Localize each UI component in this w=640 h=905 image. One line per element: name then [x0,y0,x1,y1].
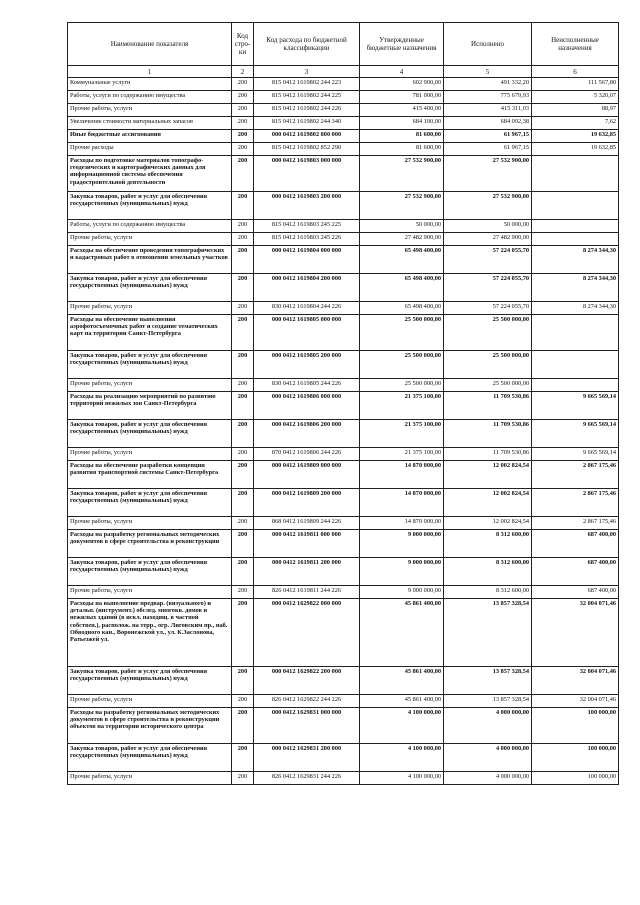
row-name: Расходы на обеспечение выполнения аэрофотосъемочных работ и создание тематических карт на территории Санкт-Петербурга [68,315,232,351]
row-executed-amount: 12 002 824,54 [444,461,532,489]
row-approved-amount: 25 500 000,00 [360,351,444,379]
header-approved: Утвержденные бюджетные назначения [360,23,444,66]
row-remaining-amount: 8 274 344,30 [532,302,619,315]
table-body [68,78,619,785]
row-approved-amount: 45 861 400,00 [360,667,444,695]
row-remaining-amount: 100 000,00 [532,708,619,744]
row-line-code: 200 [232,586,254,599]
row-approved-amount: 14 870 000,00 [360,461,444,489]
row-approved-amount: 684 100,00 [360,117,444,130]
row-approved-amount: 27 532 900,00 [360,156,444,192]
row-remaining-amount: 8 274 344,30 [532,246,619,274]
row-name: Закупка товаров, работ и услуг для обеспечения государственных (муниципальных) нужд [68,192,232,220]
table-row [68,489,619,517]
row-approved-amount: 25 500 000,00 [360,315,444,351]
row-remaining-amount: 100 000,00 [532,744,619,772]
row-name: Прочие работы, услуги [68,772,232,785]
row-approved-amount: 25 500 000,00 [360,379,444,392]
row-approved-amount: 21 375 100,00 [360,448,444,461]
row-line-code: 200 [232,744,254,772]
row-remaining-amount: 2 867 175,46 [532,489,619,517]
row-expense-code: 000 0412 1619806 000 000 [254,392,360,420]
row-expense-code: 000 0412 1629822 200 000 [254,667,360,695]
row-remaining-amount [532,192,619,220]
row-executed-amount: 8 312 600,00 [444,558,532,586]
row-line-code: 200 [232,599,254,667]
row-line-code: 200 [232,192,254,220]
row-name: Прочие работы, услуги [68,233,232,246]
row-executed-amount: 8 312 600,00 [444,586,532,599]
row-expense-code: 000 0412 1619803 200 000 [254,192,360,220]
row-line-code: 200 [232,220,254,233]
column-number-row [68,66,619,78]
row-line-code: 200 [232,117,254,130]
table-row [68,392,619,420]
row-remaining-amount [532,156,619,192]
row-approved-amount: 45 861 400,00 [360,599,444,667]
row-remaining-amount: 9 665 569,14 [532,448,619,461]
column-number: 5 [444,66,532,78]
table-row [68,708,619,744]
row-executed-amount: 13 857 328,54 [444,599,532,667]
row-approved-amount: 50 000,00 [360,220,444,233]
table-row [68,104,619,117]
row-expense-code: 815 0412 1619802 244 226 [254,104,360,117]
row-name: Коммунальные услуги [68,78,232,91]
table-row [68,586,619,599]
row-line-code: 200 [232,156,254,192]
table-row [68,78,619,91]
row-approved-amount: 9 000 000,00 [360,586,444,599]
row-approved-amount: 14 870 000,00 [360,489,444,517]
row-remaining-amount: 19 632,85 [532,130,619,143]
table-row [68,302,619,315]
row-name: Закупка товаров, работ и услуг для обеспечения государственных (муниципальных) нужд [68,274,232,302]
row-name: Расходы на обеспечение проведения топографических и кадастровых работ в отношении земельных участков [68,246,232,274]
table-row [68,517,619,530]
table-row [68,558,619,586]
row-approved-amount: 14 870 000,00 [360,517,444,530]
row-executed-amount: 57 224 055,70 [444,274,532,302]
row-approved-amount: 65 498 400,00 [360,274,444,302]
row-name: Прочие работы, услуги [68,586,232,599]
row-remaining-amount: 2 867 175,46 [532,461,619,489]
row-expense-code: 815 0412 1619803 245 226 [254,233,360,246]
row-remaining-amount: 687 400,00 [532,558,619,586]
row-remaining-amount: 687 400,00 [532,586,619,599]
row-approved-amount: 65 498 400,00 [360,246,444,274]
row-executed-amount: 12 002 824,54 [444,489,532,517]
row-expense-code: 000 0412 1619805 200 000 [254,351,360,379]
row-line-code: 200 [232,695,254,708]
row-name: Закупка товаров, работ и услуг для обеспечения государственных (муниципальных) нужд [68,420,232,448]
row-expense-code: 000 0412 1629831 000 000 [254,708,360,744]
table-row [68,156,619,192]
row-name: Закупка товаров, работ и услуг для обеспечения государственных (муниципальных) нужд [68,489,232,517]
row-line-code: 200 [232,351,254,379]
header-expense-code: Код расхода по бюджетной классификации [254,23,360,66]
row-name: Закупка товаров, работ и услуг для обеспечения государственных (муниципальных) нужд [68,744,232,772]
row-approved-amount: 4 100 000,00 [360,708,444,744]
row-expense-code: 000 0412 1619804 200 000 [254,274,360,302]
row-executed-amount: 11 709 530,86 [444,420,532,448]
row-approved-amount: 4 100 000,00 [360,744,444,772]
row-approved-amount: 27 532 900,00 [360,192,444,220]
row-line-code: 200 [232,772,254,785]
row-line-code: 200 [232,274,254,302]
row-approved-amount: 65 498 400,00 [360,302,444,315]
row-name: Расходы на разработку региональных методических документов в сфере строительства и реконструкции объектов на территории исторического центра [68,708,232,744]
table-header-row [68,23,619,66]
row-line-code: 200 [232,246,254,274]
row-executed-amount: 27 482 900,00 [444,233,532,246]
row-approved-amount: 45 861 400,00 [360,695,444,708]
row-line-code: 200 [232,489,254,517]
row-remaining-amount: 7,62 [532,117,619,130]
row-name: Прочие расходы [68,143,232,156]
row-approved-amount: 81 600,00 [360,130,444,143]
row-name: Закупка товаров, работ и услуг для обеспечения государственных (муниципальных) нужд [68,667,232,695]
table-row [68,130,619,143]
row-line-code: 200 [232,130,254,143]
row-expense-code: 815 0412 1619802 244 340 [254,117,360,130]
row-approved-amount: 27 482 900,00 [360,233,444,246]
column-number: 4 [360,66,444,78]
row-name: Прочие работы, услуги [68,517,232,530]
row-expense-code: 000 0412 1619804 000 000 [254,246,360,274]
row-line-code: 200 [232,379,254,392]
row-executed-amount: 13 857 328,54 [444,667,532,695]
row-executed-amount: 25 500 000,00 [444,315,532,351]
row-executed-amount: 11 709 530,86 [444,392,532,420]
row-expense-code: 826 0412 1629822 244 226 [254,695,360,708]
row-executed-amount: 8 312 600,00 [444,530,532,558]
row-remaining-amount [532,379,619,392]
table-row [68,695,619,708]
budget-execution-table [67,22,619,785]
row-name: Расходы на выполнение предвар. (визуального) и детальн. (инструмент.) обслед. многокв. домов и нежилых зданий (в искл. находящ. в частной собствен.), располож. на терр., огр. Лиговским пр., наб. Обводного кан., Воронежской ул., ул. К.Заслонова, Разъезжей ул. [68,599,232,667]
row-remaining-amount: 687 400,00 [532,530,619,558]
row-expense-code: 000 0412 1629831 200 000 [254,744,360,772]
row-executed-amount: 25 500 000,00 [444,351,532,379]
row-expense-code: 815 0412 1619802 244 223 [254,78,360,91]
row-line-code: 200 [232,233,254,246]
row-line-code: 200 [232,558,254,586]
row-expense-code: 830 0412 1619805 244 226 [254,379,360,392]
row-expense-code: 000 0412 1629822 000 000 [254,599,360,667]
row-name: Прочие работы, услуги [68,448,232,461]
row-executed-amount: 11 709 530,86 [444,448,532,461]
row-approved-amount: 9 000 000,00 [360,558,444,586]
row-expense-code: 870 0412 1619806 244 226 [254,448,360,461]
row-name: Прочие работы, услуги [68,379,232,392]
row-line-code: 200 [232,448,254,461]
row-remaining-amount: 32 004 071,46 [532,599,619,667]
row-executed-amount: 27 532 900,00 [444,156,532,192]
row-line-code: 200 [232,708,254,744]
row-expense-code: 000 0412 1619809 000 000 [254,461,360,489]
row-executed-amount: 27 532 900,00 [444,192,532,220]
row-line-code: 200 [232,667,254,695]
row-approved-amount: 4 100 000,00 [360,772,444,785]
row-remaining-amount: 9 665 569,14 [532,392,619,420]
row-remaining-amount: 32 004 071,46 [532,695,619,708]
row-name: Расходы на разработку региональных методических документов в сфере строительства и реконструкции [68,530,232,558]
row-approved-amount: 21 375 100,00 [360,392,444,420]
row-expense-code: 000 0412 1619809 200 000 [254,489,360,517]
row-executed-amount: 61 967,15 [444,143,532,156]
row-executed-amount: 415 311,03 [444,104,532,117]
column-number: 3 [254,66,360,78]
row-remaining-amount: 19 632,85 [532,143,619,156]
row-expense-code: 815 0412 1619803 245 225 [254,220,360,233]
row-remaining-amount: 100 000,00 [532,772,619,785]
row-approved-amount: 415 400,00 [360,104,444,117]
row-expense-code: 815 0412 1619802 244 225 [254,91,360,104]
table-row [68,772,619,785]
header-line-code: Код стро- ки [232,23,254,66]
table-row [68,420,619,448]
header-remaining: Неисполненные назначения [532,23,619,66]
row-line-code: 200 [232,420,254,448]
row-approved-amount: 9 000 000,00 [360,530,444,558]
row-expense-code: 000 0412 1619811 000 000 [254,530,360,558]
row-name: Прочие работы, услуги [68,104,232,117]
row-line-code: 200 [232,143,254,156]
row-name: Расходы по подготовке материалов топографо-геодезических и картографических данных для информационной системы обеспечения градостроительной деятельности [68,156,232,192]
row-approved-amount: 81 600,00 [360,143,444,156]
row-name: Работы, услуги по содержанию имущества [68,91,232,104]
row-expense-code: 000 0412 1619811 200 000 [254,558,360,586]
column-number: 6 [532,66,619,78]
row-expense-code: 000 0412 1619803 000 000 [254,156,360,192]
row-name: Прочие работы, услуги [68,302,232,315]
row-executed-amount: 775 679,93 [444,91,532,104]
column-number: 2 [232,66,254,78]
row-expense-code: 000 0412 1619805 000 000 [254,315,360,351]
row-expense-code: 826 0412 1619811 244 226 [254,586,360,599]
row-remaining-amount: 32 004 071,46 [532,667,619,695]
row-name: Работы, услуги по содержанию имущества [68,220,232,233]
row-remaining-amount: 111 567,80 [532,78,619,91]
row-remaining-amount: 88,97 [532,104,619,117]
row-executed-amount: 12 002 824,54 [444,517,532,530]
row-name: Закупка товаров, работ и услуг для обеспечения государственных (муниципальных) нужд [68,558,232,586]
row-executed-amount: 57 224 055,70 [444,246,532,274]
row-line-code: 200 [232,78,254,91]
row-executed-amount: 57 224 055,70 [444,302,532,315]
table-row [68,461,619,489]
row-line-code: 200 [232,517,254,530]
row-line-code: 200 [232,302,254,315]
table-row [68,667,619,695]
table-row [68,315,619,351]
row-executed-amount: 684 092,38 [444,117,532,130]
row-line-code: 200 [232,461,254,489]
row-name: Расходы на реализацию мероприятий по развитию территорий нежилых зон Санкт-Петербурга [68,392,232,420]
row-expense-code: 000 0412 1619806 200 000 [254,420,360,448]
row-remaining-amount: 2 867 175,46 [532,517,619,530]
budget-execution-table-page [67,22,618,785]
row-remaining-amount [532,220,619,233]
row-remaining-amount [532,315,619,351]
row-executed-amount: 4 000 000,00 [444,708,532,744]
row-remaining-amount: 5 320,07 [532,91,619,104]
table-row [68,220,619,233]
row-expense-code: 826 0412 1629831 244 226 [254,772,360,785]
row-name: Закупка товаров, работ и услуг для обеспечения государственных (муниципальных) нужд [68,351,232,379]
row-remaining-amount [532,233,619,246]
row-approved-amount: 781 000,00 [360,91,444,104]
row-name: Прочие работы, услуги [68,695,232,708]
row-expense-code: 868 0412 1619809 244 226 [254,517,360,530]
row-remaining-amount: 9 665 569,14 [532,420,619,448]
row-name: Расходы на обеспечение разработки концепции развития транспортной системы Санкт-Петербурга [68,461,232,489]
table-row [68,91,619,104]
row-line-code: 200 [232,392,254,420]
table-row [68,530,619,558]
row-line-code: 200 [232,530,254,558]
row-line-code: 200 [232,91,254,104]
table-row [68,233,619,246]
row-executed-amount: 61 967,15 [444,130,532,143]
header-executed: Исполнено [444,23,532,66]
table-row [68,599,619,667]
table-row [68,351,619,379]
table-row [68,448,619,461]
row-executed-amount: 13 857 328,54 [444,695,532,708]
table-row [68,744,619,772]
row-executed-amount: 491 332,20 [444,78,532,91]
row-expense-code: 830 0412 1619804 244 226 [254,302,360,315]
row-remaining-amount: 8 274 344,30 [532,274,619,302]
row-name: Иные бюджетные ассигнования [68,130,232,143]
row-approved-amount: 21 375 100,00 [360,420,444,448]
row-executed-amount: 4 000 000,00 [444,744,532,772]
table-row [68,192,619,220]
table-row [68,143,619,156]
row-executed-amount: 4 000 000,00 [444,772,532,785]
row-executed-amount: 25 500 000,00 [444,379,532,392]
row-approved-amount: 602 900,00 [360,78,444,91]
row-executed-amount: 50 000,00 [444,220,532,233]
table-row [68,246,619,274]
row-remaining-amount [532,351,619,379]
table-row [68,117,619,130]
column-number: 1 [68,66,232,78]
row-expense-code: 815 0412 1619802 852 290 [254,143,360,156]
row-name: Увеличение стоимости материальных запасов [68,117,232,130]
row-line-code: 200 [232,104,254,117]
row-line-code: 200 [232,315,254,351]
table-row [68,274,619,302]
row-expense-code: 000 0412 1619802 800 000 [254,130,360,143]
header-indicator-name: Наименование показателя [68,23,232,66]
table-row [68,379,619,392]
